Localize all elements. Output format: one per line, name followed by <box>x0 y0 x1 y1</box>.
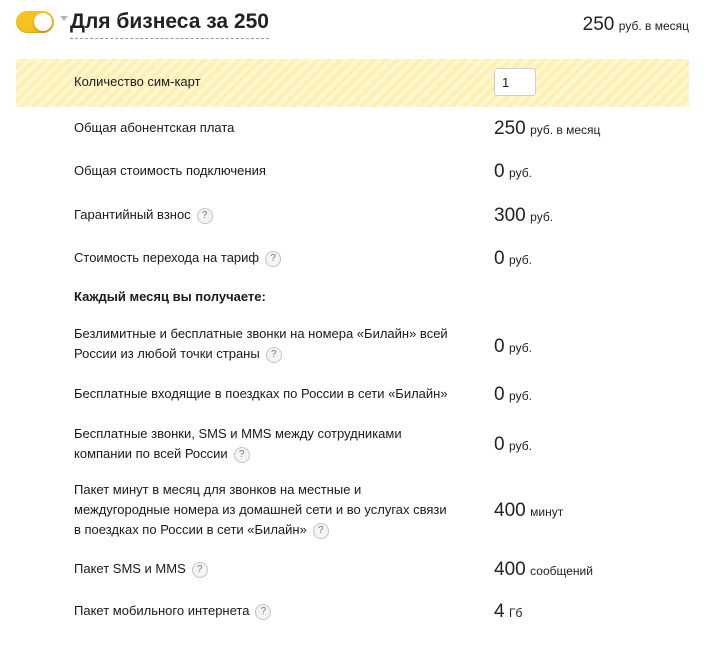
section-title: Каждый месяц вы получаете: <box>74 289 266 304</box>
feature-label-line: Безлимитные и бесплатные звонки на номера «Билайн» всей <box>74 326 448 341</box>
help-icon[interactable]: ? <box>255 604 271 620</box>
feature-label-text: Пакет SMS и MMS <box>74 561 186 576</box>
tariff-title[interactable]: Для бизнеса за 250 <box>70 10 269 39</box>
header-price-unit: руб. в месяц <box>618 19 689 33</box>
feature-value-number: 0 <box>494 336 505 357</box>
help-icon[interactable]: ? <box>266 347 282 363</box>
toggle-knob <box>34 13 52 31</box>
feature-label-text: Пакет мобильного интернета <box>74 603 250 618</box>
feature-value <box>494 336 532 358</box>
tariff-header <box>0 0 707 50</box>
help-icon[interactable]: ? <box>197 208 213 224</box>
row-label <box>74 248 281 268</box>
row-value-number: 0 <box>494 161 505 182</box>
row-value-unit: руб. <box>530 210 554 224</box>
tariff-toggle[interactable] <box>16 11 54 33</box>
feature-value-number: 400 <box>494 500 526 521</box>
feature-value <box>494 559 593 581</box>
feature-label: Бесплатные входящие в поездках по России в сети «Билайн» <box>74 386 448 401</box>
row-value <box>494 205 553 227</box>
feature-value-unit: руб. <box>509 439 532 453</box>
sim-count-label: Количество сим-карт <box>74 74 201 89</box>
header-price <box>583 14 689 36</box>
row-value <box>494 161 532 183</box>
feature-value-unit: минут <box>530 505 564 519</box>
feature-value-unit: Гб <box>509 606 523 620</box>
feature-label <box>74 324 448 364</box>
feature-label <box>74 424 402 464</box>
feature-value <box>494 384 532 406</box>
row-value-unit: руб. <box>509 166 532 180</box>
feature-value-number: 0 <box>494 384 505 405</box>
feature-value <box>494 434 532 456</box>
row-value-unit: руб. в месяц <box>530 123 601 137</box>
feature-value-unit: сообщений <box>530 564 593 578</box>
feature-value-unit: руб. <box>509 341 532 355</box>
feature-label-line: Бесплатные звонки, SMS и MMS между сотрудниками <box>74 426 402 441</box>
help-icon[interactable]: ? <box>234 447 250 463</box>
feature-label <box>74 559 208 579</box>
help-icon[interactable]: ? <box>265 251 281 267</box>
feature-label <box>74 601 271 621</box>
row-label-text: Стоимость перехода на тариф <box>74 250 260 265</box>
sim-count-row <box>16 59 689 107</box>
row-label <box>74 205 213 225</box>
row-value-number: 0 <box>494 248 505 269</box>
feature-label-line: в поездках по России в сети «Билайн» ? <box>74 520 447 540</box>
row-label: Общая стоимость подключения <box>74 163 266 178</box>
help-icon[interactable]: ? <box>313 523 329 539</box>
row-label-text: Гарантийный взнос <box>74 207 191 222</box>
feature-value-number: 0 <box>494 434 505 455</box>
caret-down-icon[interactable] <box>60 16 68 21</box>
feature-label-line: России из любой точки страны ? <box>74 344 448 364</box>
feature-value-number: 4 <box>494 601 505 622</box>
feature-label-line: компании по всей России ? <box>74 444 402 464</box>
feature-value-number: 400 <box>494 559 526 580</box>
feature-label-line: Пакет минут в месяц для звонков на местные и <box>74 482 362 497</box>
row-value-number: 250 <box>494 118 526 139</box>
row-value <box>494 248 532 270</box>
feature-value <box>494 601 522 623</box>
row-value-number: 300 <box>494 205 526 226</box>
header-price-value: 250 <box>582 14 615 35</box>
help-icon[interactable]: ? <box>192 562 208 578</box>
row-value-unit: руб. <box>509 253 532 267</box>
feature-value <box>494 500 563 522</box>
feature-label-line: междугородные номера из домашней сети и во услугах связи <box>74 502 447 517</box>
row-value <box>494 118 600 140</box>
feature-value-unit: руб. <box>509 389 532 403</box>
row-label: Общая абонентская плата <box>74 120 235 135</box>
feature-label <box>74 480 447 540</box>
sim-count-input[interactable] <box>494 68 536 96</box>
